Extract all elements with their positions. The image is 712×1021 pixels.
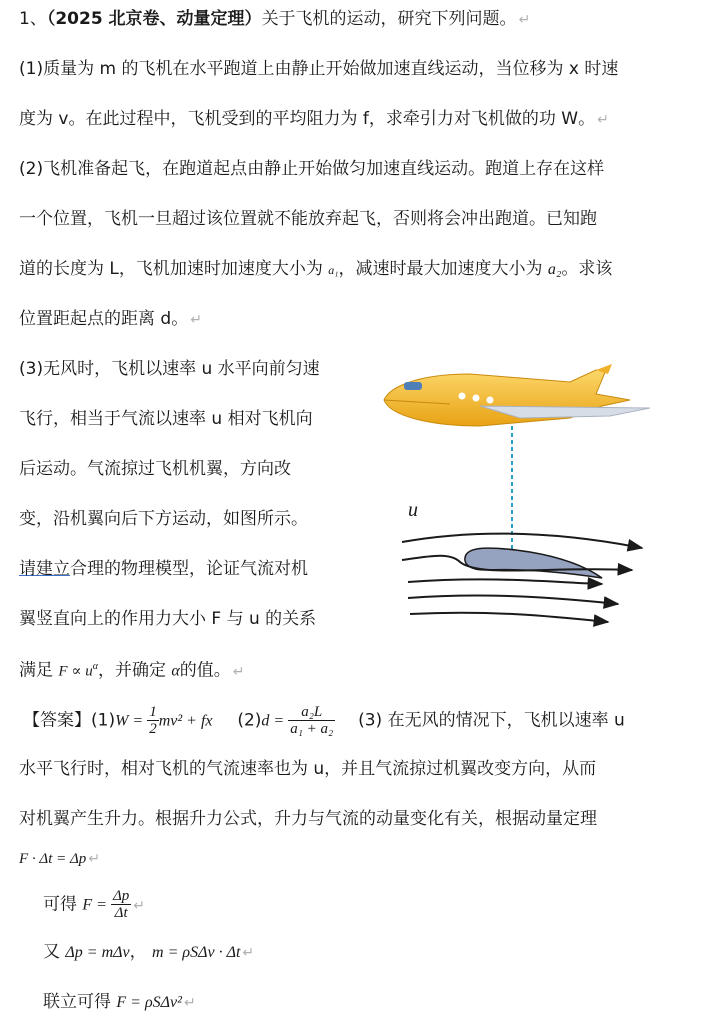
eq3-part-b: m = ρSΔv · Δt (152, 944, 241, 961)
u-label: u (408, 499, 418, 521)
return-mark-icon: ↵ (242, 945, 255, 961)
part1-line1: (1)质量为 m 的飞机在水平跑道上由静止开始做加速直线运动，当位移为 x 时速 (19, 59, 619, 79)
problem-intro: 关于飞机的运动，研究下列问题。 (261, 9, 517, 29)
return-mark-icon: ↵ (133, 897, 146, 914)
return-mark-icon: ↵ (597, 112, 609, 128)
answer-eq3 (43, 940, 254, 965)
part1-line2 (19, 107, 609, 132)
part3-line4: 变，沿机翼向后下方运动，如图所示。 (19, 509, 308, 529)
answer1-rest: mv² + fx (158, 712, 213, 730)
eq3-separator: ， (129, 942, 147, 962)
eq3-text: 又 (43, 942, 60, 962)
part3-line1: (3)无风时，飞机以速率 u 水平向前匀速 (19, 359, 320, 379)
part1-line2-text: 度为 v。在此过程中，飞机受到的平均阻力为 f，求牵引力对飞机做的功 W。 (19, 109, 596, 129)
answer-label: 【答案】 (23, 710, 91, 731)
figure-svg (370, 360, 670, 635)
problem-source: （2025 北京卷、动量定理） (46, 9, 262, 29)
answer1-lhs: W = (115, 712, 148, 730)
airplane-wing-figure (370, 360, 670, 635)
wing-profile-icon (465, 548, 602, 578)
part3-line7-b: ，并确定 (97, 660, 166, 681)
model-link[interactable]: 请建立 (19, 559, 70, 579)
part3-line5-rest: 合理的物理模型，论证气流对机 (70, 559, 308, 579)
airflow-arrow (410, 613, 608, 622)
airflow-arrow (408, 579, 602, 584)
answer-line1 (23, 704, 625, 737)
answer3-start: (3) 在无风的情况下，飞机以速率 u (358, 710, 625, 731)
eq3-part-a: Δp = mΔv (65, 944, 130, 961)
eq2-fraction (111, 888, 131, 921)
fraction-numerator: Δp (112, 888, 130, 904)
return-mark-icon: ↵ (190, 312, 202, 328)
answer-eq2 (43, 888, 145, 921)
cockpit-window-icon (404, 382, 422, 390)
problem-title (19, 7, 530, 32)
answer-eq4 (43, 990, 196, 1015)
part3-line3: 后运动。气流掠过飞机机翼，方向改 (19, 459, 291, 479)
proportional-formula: F ∝ u (58, 663, 93, 680)
eq4-formula: F = ρSΔv² (116, 994, 182, 1011)
fraction-numerator: a₂L (288, 704, 335, 721)
part2-line1: (2)飞机准备起飞，在跑道起点由静止开始做匀加速直线运动。跑道上存在这样 (19, 159, 605, 179)
answer-eq1 (19, 846, 100, 871)
part2-line4-text: 位置距起点的距离 d。 (19, 309, 189, 329)
symbol-a2: a₂ (547, 261, 562, 278)
momentum-theorem-eq: F · Δt = Δp (19, 851, 87, 867)
return-mark-icon: ↵ (518, 12, 531, 28)
part3-line5 (19, 557, 308, 581)
symbol-a1: a₁ (328, 263, 339, 277)
formula-exponent: α (92, 661, 98, 672)
eq2-text: 可得 (43, 894, 77, 915)
part2-line4 (19, 307, 202, 332)
answer-line2: 水平飞行时，相对飞机的气流速率也为 u，并且气流掠过机翼改变方向，从而 (19, 759, 597, 779)
part2-line3-a: 道的长度为 L，飞机加速时加速度大小为 (19, 259, 323, 279)
part2-line3 (19, 257, 612, 282)
part3-line7-a: 满足 (19, 660, 53, 681)
answer1-prefix: (1) (91, 710, 116, 731)
fraction-denominator: Δt (114, 905, 128, 921)
part3-line7-c: 的值。 (179, 660, 231, 681)
answer1-fraction (147, 704, 159, 737)
fraction-denominator: a₁ + a₂ (290, 721, 334, 737)
airflow-arrow (408, 596, 618, 604)
part2-line3-c: 。求该 (561, 259, 613, 279)
problem-number: 1、 (19, 9, 47, 29)
airflow-arrow (402, 534, 642, 548)
return-mark-icon: ↵ (183, 995, 196, 1011)
answer2-fraction (288, 704, 335, 737)
part2-line3-b: ，减速时最大加速度大小为 (338, 259, 543, 279)
answer-line3: 对机翼产生升力。根据升力公式，升力与气流的动量变化有关，根据动量定理 (19, 809, 597, 829)
fraction-numerator: 1 (149, 704, 157, 720)
answer2-lhs: d = (261, 712, 289, 730)
part3-line6: 翼竖直向上的作用力大小 F 与 u 的关系 (19, 609, 317, 629)
return-mark-icon: ↵ (232, 663, 245, 680)
symbol-alpha: α (171, 662, 180, 680)
answer2-prefix: (2) (237, 710, 262, 731)
fraction-denominator: 2 (149, 721, 157, 737)
return-mark-icon: ↵ (88, 851, 101, 867)
part3-line2: 飞行，相当于气流以速率 u 相对飞机向 (19, 409, 313, 429)
part3-line7 (19, 655, 245, 684)
airplane-icon (384, 364, 650, 426)
eq2-lhs: F = (82, 896, 111, 914)
part2-line2: 一个位置，飞机一旦超过该位置就不能放弃起飞，否则将会冲出跑道。已知跑 (19, 209, 597, 229)
eq4-text: 联立可得 (43, 992, 111, 1012)
